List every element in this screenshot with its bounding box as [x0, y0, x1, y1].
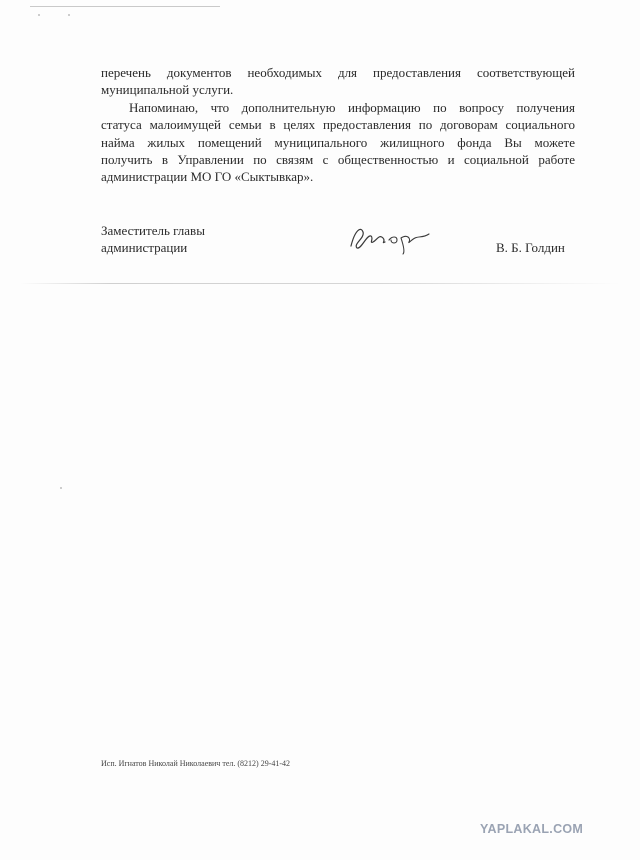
text-line: перечень документов необходимых для предоставления соответствующей — [101, 65, 575, 80]
signatory-position — [101, 222, 205, 256]
paragraph-continuation — [101, 64, 575, 99]
signatory-name: В. Б. Голдин — [496, 240, 565, 255]
scan-artifact-fold-line — [20, 283, 620, 284]
position-line: Заместитель главы — [101, 223, 205, 238]
executor-contact-line: Исп. Игнатов Николай Николаевич тел. (8212) 29-41-42 — [101, 759, 291, 768]
text-line: найма жилых помещений муниципального жилищного фонда Вы можете — [101, 134, 575, 150]
position-line: администрации — [101, 240, 188, 255]
text-line: администрации МО ГО «Сыктывкар». — [101, 169, 314, 185]
handwritten-signature — [345, 220, 435, 256]
text-line: муниципальной услуги. — [101, 82, 234, 98]
scan-speck — [60, 487, 62, 489]
scan-artifact-top-line — [30, 6, 220, 7]
paragraph-reminder — [101, 99, 575, 185]
site-watermark: YAPLAKAL.COM — [480, 822, 584, 836]
scan-speck — [68, 14, 70, 16]
scan-speck — [38, 14, 40, 16]
text-line: статуса малоимущей семьи в целях предоставления по договорам социального — [101, 117, 575, 133]
text-line: получить в Управлении по связям с общественностью и социальной работе — [101, 151, 575, 167]
text-line: Напоминаю, что дополнительную информацию по вопросу получения — [129, 100, 575, 115]
